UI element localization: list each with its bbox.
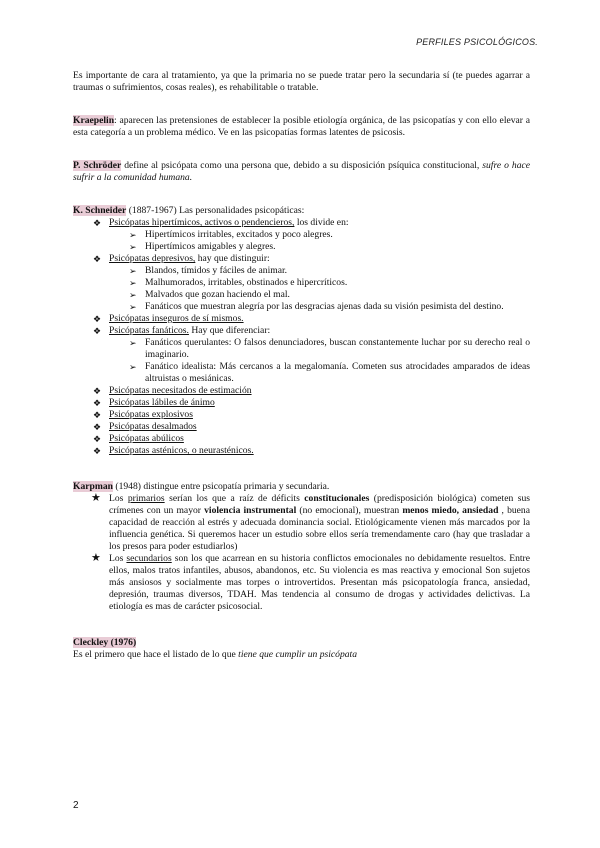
sub-item [73,361,530,385]
text-span: Los [109,493,128,504]
list-item-label: Psicópatas lábiles de ánimo [109,397,215,408]
list-item [73,217,530,253]
kraepelin-name: Kraepelin [73,115,115,126]
text-span: (no emocional), muestran [296,505,403,516]
schroder-name: P. Schröder [73,160,122,171]
document-body [73,70,530,661]
diamond-bullet-icon: ❖ [93,218,102,228]
schroder-italic: sufre o hace sufrir a la comunidad humana. [73,160,531,183]
list-item-secundarios [73,553,530,613]
sub-item [73,241,530,253]
list-item-label: Psicópatas abúlicos [109,433,184,444]
sublist [73,265,530,313]
star-bullet-icon: ★ [91,492,101,504]
arrow-bullet-icon: ➢ [129,302,137,312]
cleckley-heading [73,637,530,649]
text-span: serían los que a raíz de déficits [164,493,305,504]
sub-item-text: Fanáticos que muestran alegría por las desgracias ajenas dada su visión pesimista del destino. [145,301,504,312]
bold-term: constitucionales [304,493,370,504]
list-item-label: Psicópatas asténicos, o neurasténicos. [109,445,254,456]
arrow-bullet-icon: ➢ [129,362,137,372]
sub-item-text: Fanático idealista: Más cercanos a la megalomanía. Cometen sus atrocidades amparados de ideas altruistas o mesiánicas. [145,361,530,384]
sub-item [73,229,530,241]
karpman-text: (1948) distingue entre psicopatía primaria y secundaria. [112,481,330,492]
diamond-bullet-icon: ❖ [93,446,102,456]
diamond-bullet-icon: ❖ [93,326,102,336]
sublist [73,229,530,253]
sub-item-text: Fanáticos querulantes: O falsos denunciadores, buscan constantemente luchar por su derecho real o imaginario. [145,337,530,360]
sub-item-text: Malvados que gozan haciendo el mal. [145,289,290,300]
text-span: Los [109,553,127,564]
schneider-paragraph [73,205,530,217]
sub-item-text: Hipertímicos irritables, excitados y poco alegres. [145,229,333,240]
diamond-bullet-icon: ❖ [93,386,102,396]
list-item [73,253,530,313]
diamond-bullet-icon: ❖ [93,398,102,408]
page-header: PERFILES PSICOLÓGICOS. [416,37,538,47]
list-item-label: Psicópatas hipertímicos, activos o pendencieros, [109,217,295,228]
cleckley-text: Es el primero que hace el listado de lo que [73,649,239,660]
schneider-text: (1887-1967) Las personalidades psicopáticas: [126,205,305,216]
sub-item [73,265,530,277]
karpman-name: Karpman [73,481,113,492]
list-item-text: Hay que diferenciar: [188,325,271,336]
text-span: , buena capacidad de reacción al estrés y adecuada dominancia social. Etiológicamente vienen más marcados por la influencia genética. Si queremos hacer un estudio sobre ellos sería tremendamente caro (hay que trasladar a los presos para poder estudiarlos) [109,505,530,552]
arrow-bullet-icon: ➢ [129,230,137,240]
list-item [73,421,530,433]
diamond-bullet-icon: ❖ [93,434,102,444]
list-item [73,445,530,457]
karpman-list [73,493,530,613]
diamond-bullet-icon: ❖ [93,410,102,420]
sub-item [73,337,530,361]
primarios-term: primarios [127,493,165,504]
list-item [73,397,530,409]
schneider-name: K. Schneider [73,205,127,216]
arrow-bullet-icon: ➢ [129,338,137,348]
text-span: (predisposición biológica) cometen sus crímenes con un mayor [109,493,530,516]
diamond-bullet-icon: ❖ [93,314,102,324]
sublist [73,337,530,385]
list-item [73,325,530,385]
sub-item [73,301,530,313]
page-number: 2 [73,800,79,811]
schroder-text: define al psicópata como una persona que, debido a su disposición psíquica constitucional, [121,160,483,171]
secundarios-term: secundarios [126,553,172,564]
kraepelin-text: : aparecen las pretensiones de establecer la posible etiología orgánica, de las psicopatías y con ello elevar a esta categoría a un problema médico. Ve en las psicopatías formas latentes de psicosis. [73,115,530,138]
karpman-paragraph [73,481,530,493]
bold-term: violencia instrumental [204,505,297,516]
kraepelin-paragraph [73,115,530,139]
list-item [73,433,530,445]
list-item-text: los divide en: [294,217,349,228]
bold-term: menos miedo, ansiedad [402,505,499,516]
arrow-bullet-icon: ➢ [129,278,137,288]
diamond-bullet-icon: ❖ [93,422,102,432]
sub-item [73,277,530,289]
text-span: son los que acarrean en su historia conflictos emocionales no debidamente resueltos. Entre ellos, malos tratos infantiles, abusos, abandonos, etc. Su violencia es mas reactiva y emocional Son sujetos más ansiosos y socialmente mas torpes o introvertidos. Presentan más psicopatología franca, ansiedad, depresión, traumas diversos, TDAH. Mas tendencia al consumo de drogas y actividades delictivas. La etiología es mas de carácter psicosocial. [109,553,530,612]
arrow-bullet-icon: ➢ [129,266,137,276]
star-bullet-icon: ★ [91,552,101,564]
intro-paragraph: Es importante de cara al tratamiento, ya que la primaria no se puede tratar pero la secundaria sí (te puedes agarrar a traumas o sufrimientos, cosas reales), es rehabilitable o tratable. [73,70,530,93]
diamond-bullet-icon: ❖ [93,254,102,264]
list-item-label: Psicópatas desalmados [109,421,197,432]
list-item-label: Psicópatas explosivos [109,409,193,420]
list-item-label: Psicópatas fanáticos. [109,325,189,336]
list-item [73,409,530,421]
cleckley-paragraph [73,649,530,661]
list-item [73,313,530,325]
cleckley-italic: tiene que cumplir un psicópata [238,649,358,660]
list-item-text: hay que distinguir: [195,253,270,264]
list-item-label: Psicópatas necesitados de estimación [109,385,252,396]
list-item-label: Psicópatas depresivos, [109,253,196,264]
sub-item-text: Hipertímicos amigables y alegres. [145,241,276,252]
sub-item [73,289,530,301]
list-item-primarios [73,493,530,553]
arrow-bullet-icon: ➢ [129,242,137,252]
sub-item-text: Blandos, tímidos y fáciles de animar. [145,265,288,276]
schneider-list [73,217,530,457]
arrow-bullet-icon: ➢ [129,290,137,300]
sub-item-text: Malhumorados, irritables, obstinados e hipercríticos. [145,277,348,288]
schroder-paragraph [73,160,530,184]
cleckley-name: Cleckley (1976) [73,637,137,648]
list-item-label: Psicópatas inseguros de sí mismos. [109,313,244,324]
list-item [73,385,530,397]
